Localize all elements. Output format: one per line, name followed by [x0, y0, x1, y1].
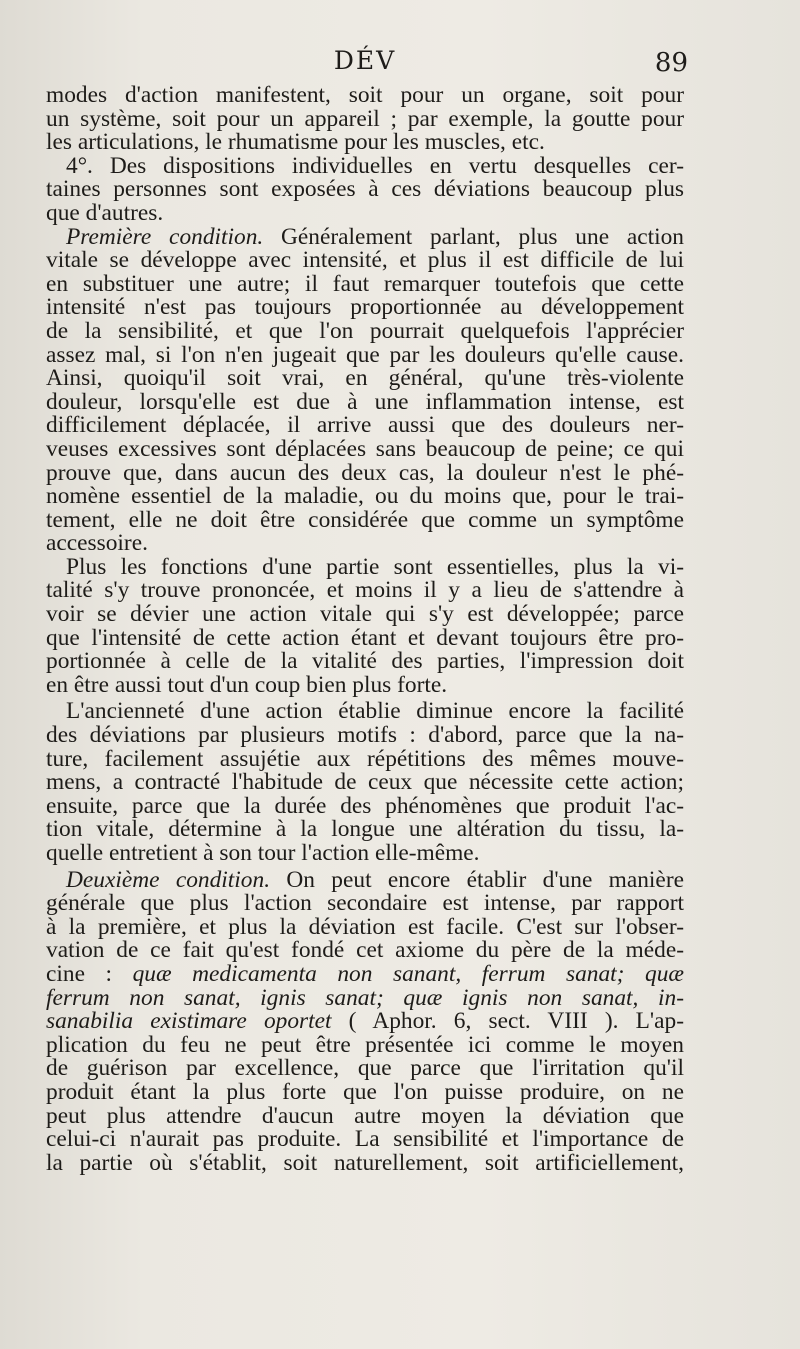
text-line: difficilement déplacée, il arrive aussi que des douleurs ner-: [46, 412, 684, 439]
text-line: ture, facilement assujétie aux répétitions des mêmes mouve-: [46, 745, 684, 772]
text-line: de guérison par excellence, que parce que l'irritation qu'il: [46, 1055, 684, 1082]
text-line: des déviations par plusieurs motifs : d'abord, parce que la na-: [46, 722, 684, 749]
running-head: DÉV: [333, 46, 397, 75]
text-line: ferrum non sanat, ignis sanat; quæ ignis non sanat, in-: [46, 984, 684, 1011]
page-number: 89: [654, 48, 688, 78]
text-line: que d'autres.: [46, 199, 164, 226]
text-line: intensité n'est pas toujours proportionnée au développement: [46, 294, 684, 321]
text-line: modes d'action manifestent, soit pour un organe, soit pour: [46, 82, 684, 108]
text-line: à la première, et plus la déviation est facile. C'est sur l'obser-: [46, 913, 684, 940]
text-line: que l'intensité de cette action étant et devant toujours être pro-: [46, 624, 684, 651]
body-text: [46, 84, 684, 1175]
text-line: veuses excessives sont déplacées sans beaucoup de peine; ce qui: [46, 435, 684, 462]
text-line: sanabilia existimare oportet ( Aphor. 6, sect. VIII ). L'ap-: [46, 1008, 684, 1035]
text-line: produit étant la plus forte que l'on puisse produire, on ne: [46, 1078, 684, 1105]
text-line: taines personnes sont exposées à ces déviations beaucoup plus: [46, 176, 684, 203]
text-line: les articulations, le rhumatisme pour les muscles, etc.: [46, 129, 545, 156]
page-header: [46, 46, 688, 84]
text-line: douleur, lorsqu'elle est due à une inflammation intense, est: [46, 388, 684, 415]
text-line: portionnée à celle de la vitalité des parties, l'impression doit: [46, 648, 684, 675]
text-line: la partie où s'établit, soit naturellement, soit artificiellement,: [46, 1149, 684, 1176]
text-line: en substituer une autre; il faut remarquer toutefois que cette: [46, 270, 684, 297]
text-line: cine : quæ medicamenta non sanant, ferrum sanat; quæ: [46, 960, 685, 987]
text-line: plication du feu ne peut être présentée ici comme le moyen: [46, 1031, 684, 1058]
text-line: voir se dévier une action vitale qui s'y est développée; parce: [46, 601, 684, 628]
text-line: tement, elle ne doit être considérée que comme un symptôme: [46, 506, 684, 533]
text-line: ensuite, parce que la durée des phénomènes que produit l'ac-: [46, 792, 684, 819]
text-line: de la sensibilité, et que l'on pourrait quelquefois l'apprécier: [46, 317, 684, 344]
text-line: L'ancienneté d'une action établie diminue encore la facilité: [66, 698, 684, 725]
text-line: peut plus attendre d'aucun autre moyen la déviation que: [46, 1102, 684, 1129]
text-line: prouve que, dans aucun des deux cas, la douleur n'est le phé-: [46, 459, 684, 486]
text-line: celui-ci n'aurait pas produite. La sensibilité et l'importance de: [46, 1126, 684, 1153]
text-line: vitale se développe avec intensité, et plus il est difficile de lui: [46, 247, 684, 274]
text-line: quelle entretient à son tour l'action elle-même.: [46, 840, 480, 866]
text-line: Première condition. Généralement parlant, plus une action: [66, 223, 684, 250]
text-line: en être aussi tout d'un coup bien plus forte.: [46, 671, 448, 698]
text-line: nomène essentiel de la maladie, ou du moins que, pour le trai-: [46, 483, 684, 510]
text-line: vation de ce fait qu'est fondé cet axiome du père de la méde-: [46, 937, 684, 964]
text-line: générale que plus l'action secondaire est intense, par rapport: [46, 890, 684, 917]
text-line: tion vitale, détermine à la longue une altération du tissu, la-: [46, 816, 684, 843]
text-line: accessoire.: [46, 530, 148, 557]
text-line: 4°. Des dispositions individuelles en vertu desquelles cer-: [66, 152, 684, 179]
text-line: Deuxième condition. On peut encore établir d'une manière: [66, 866, 684, 893]
text-line: talité s'y trouve prononcée, et moins il y a lieu de s'attendre à: [46, 577, 684, 604]
text-line: mens, a contracté l'habitude de ceux que nécessite cette action;: [46, 769, 684, 796]
text-line: assez mal, si l'on n'en jugeait que par les douleurs qu'elle cause.: [46, 341, 684, 368]
text-line: Plus les fonctions d'une partie sont essentielles, plus la vi-: [66, 553, 684, 580]
text-line: un système, soit pour un appareil ; par exemple, la goutte pour: [46, 105, 684, 132]
text-line: Ainsi, quoiqu'il soit vrai, en général, qu'une très-violente: [46, 365, 684, 392]
